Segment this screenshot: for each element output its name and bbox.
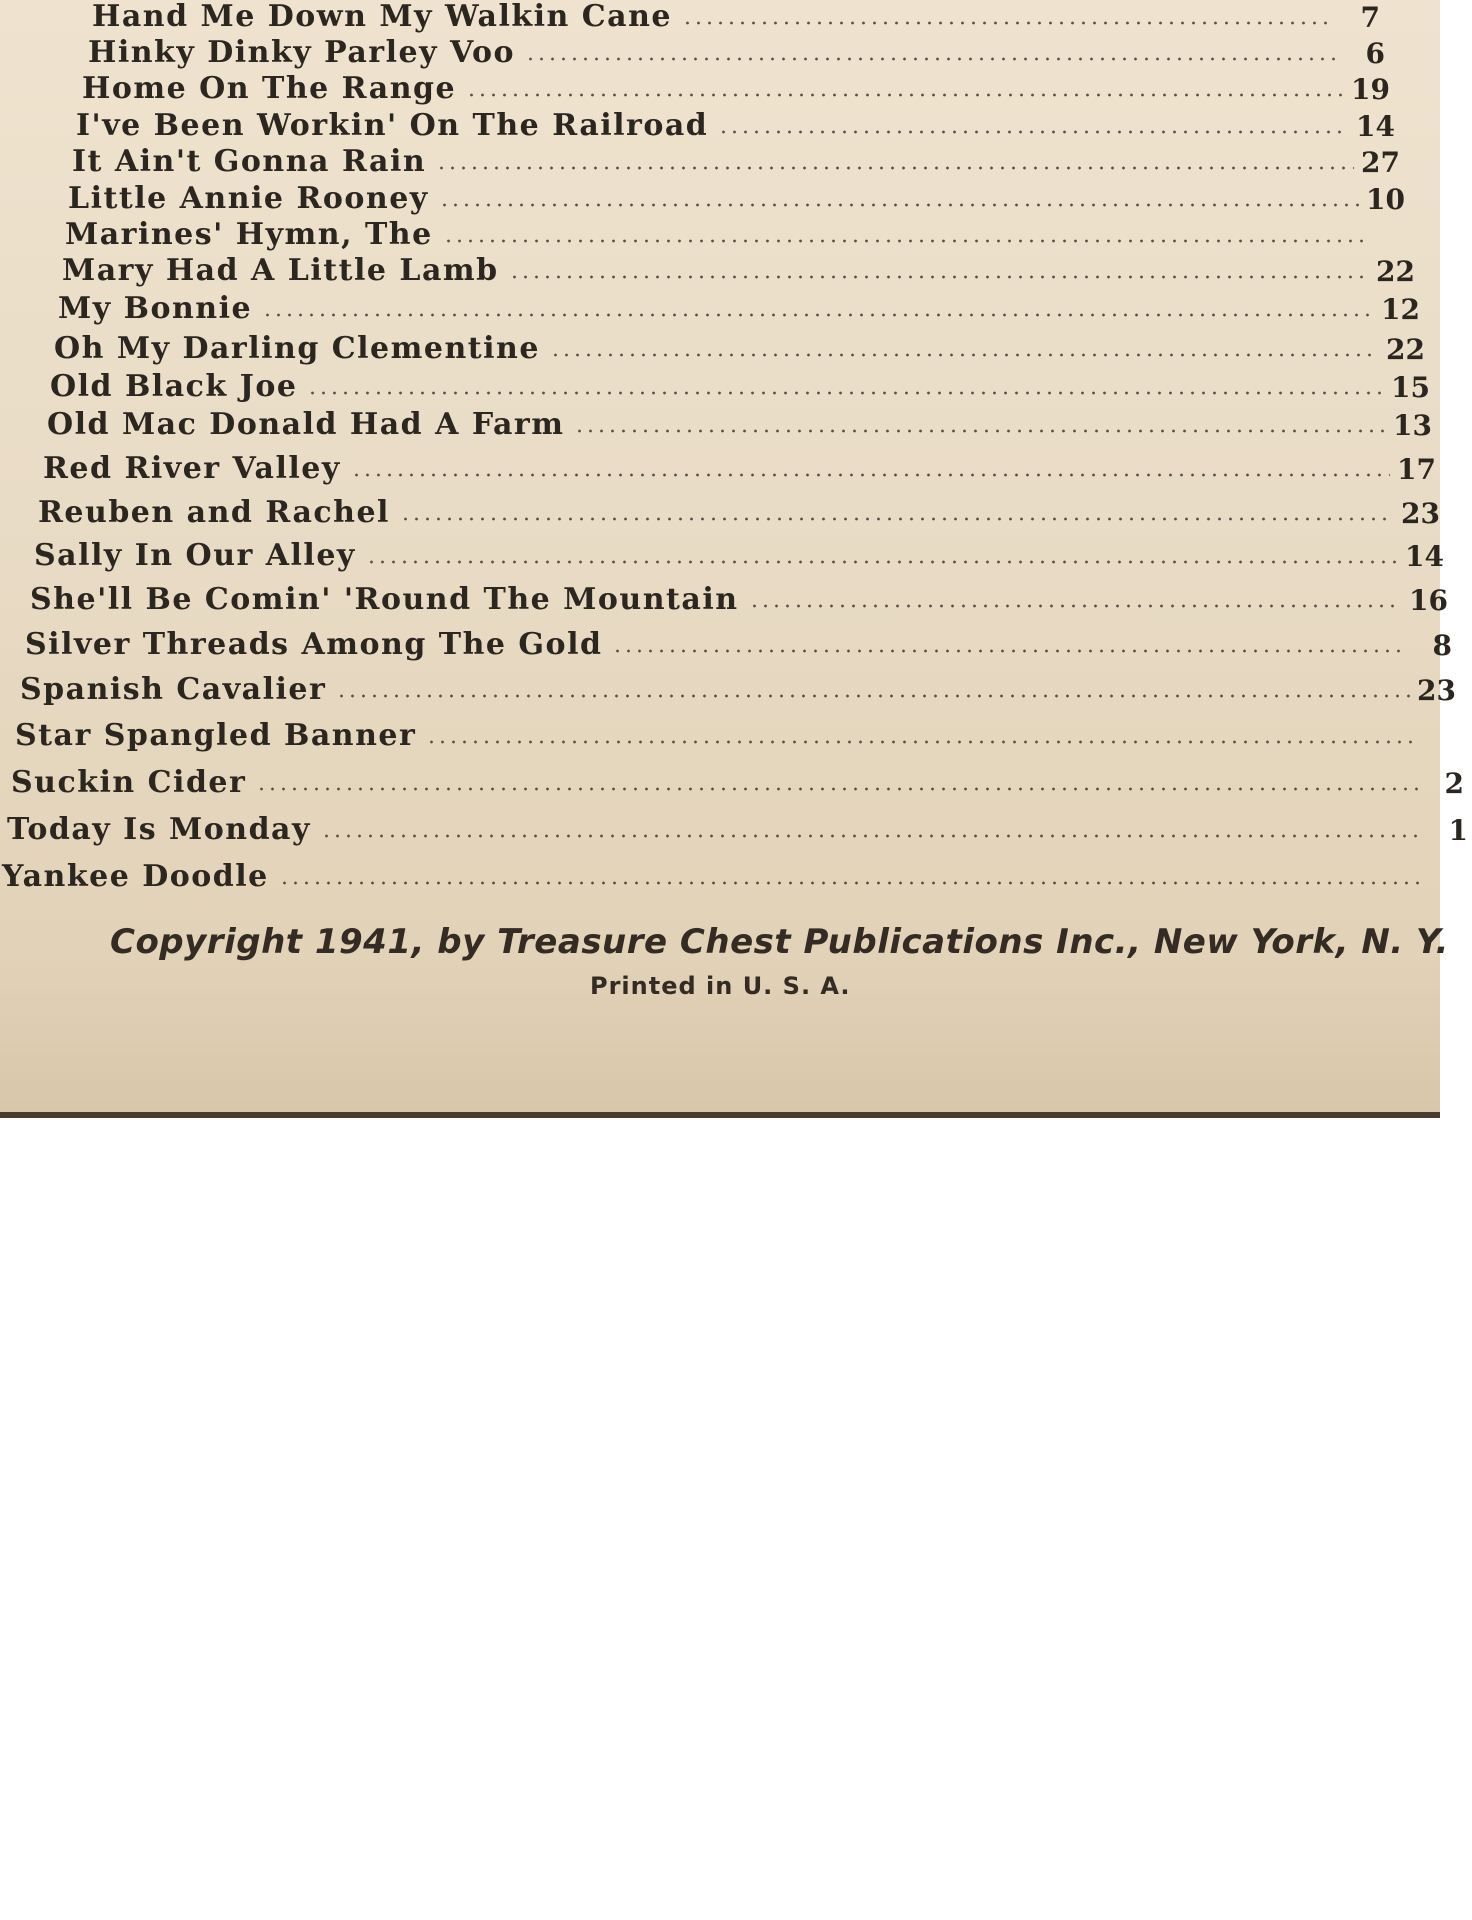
- toc-entry: [15, 713, 1460, 753]
- toc-entry-page-number: 22: [1376, 255, 1415, 288]
- toc-entry-page-number: 23: [1417, 674, 1456, 707]
- toc-entry: [38, 490, 1440, 530]
- toc-entry: [11, 760, 1464, 800]
- toc-entry: [43, 446, 1436, 486]
- toc-entry-page-number: 22: [1386, 333, 1425, 366]
- toc-entry-title: Oh My Darling Clementine: [54, 331, 540, 366]
- toc-leader-dots: [307, 390, 1384, 396]
- toc-entry-page-number: 17: [1397, 453, 1436, 486]
- toc-entry: [72, 139, 1400, 179]
- toc-entry: [7, 807, 1468, 847]
- toc-leader-dots: [426, 739, 1414, 745]
- toc-entry: [50, 364, 1430, 404]
- toc-entry-page-number: 1: [1448, 814, 1468, 847]
- toc-entry-title: Suckin Cider: [11, 765, 247, 800]
- toc-leader-dots: [436, 165, 1354, 171]
- toc-entry-page-number: 27: [1361, 146, 1400, 179]
- toc-entry: [30, 577, 1448, 617]
- toc-entry: [25, 622, 1452, 662]
- toc-entry-page-number: 2: [1444, 767, 1464, 800]
- toc-entry-title: Hinky Dinky Parley Voo: [88, 35, 515, 70]
- toc-leader-dots: [525, 56, 1339, 62]
- toc-entry-title: She'll Be Comin' 'Round The Mountain: [30, 582, 739, 617]
- toc-entry-page-number: 7: [1360, 1, 1380, 34]
- toc-entry-title: Marines' Hymn, The: [65, 217, 433, 252]
- toc-entry-page-number: 10: [1366, 183, 1405, 216]
- toc-entry: [92, 0, 1380, 34]
- toc-entry-page-number: 19: [1351, 73, 1390, 106]
- toc-entry: [47, 402, 1432, 442]
- toc-leader-dots: [366, 559, 1398, 565]
- toc-entry-title: Red River Valley: [43, 451, 341, 486]
- toc-entry-page-number: 13: [1393, 409, 1432, 442]
- toc-leader-dots: [262, 312, 1374, 318]
- toc-entry-page-number: 12: [1381, 293, 1420, 326]
- toc-leader-dots: [336, 693, 1410, 699]
- printed-in-notice: Printed in U. S. A.: [590, 972, 851, 1000]
- toc-entry: [54, 326, 1425, 366]
- toc-leader-dots: [321, 833, 1422, 839]
- toc-leader-dots: [256, 786, 1418, 792]
- toc-leader-dots: [550, 352, 1379, 358]
- toc-entry-title: It Ain't Gonna Rain: [72, 144, 427, 179]
- toc-leader-dots: [612, 648, 1406, 654]
- copyright-notice: Copyright 1941, by Treasure Chest Publications Inc., New York, N. Y.: [110, 922, 1449, 962]
- toc-entry: [68, 176, 1405, 216]
- toc-entry-title: My Bonnie: [58, 291, 253, 326]
- toc-entry-title: Star Spangled Banner: [15, 718, 417, 753]
- toc-entry-title: Old Mac Donald Had A Farm: [47, 407, 565, 442]
- toc-entry-title: Hand Me Down My Walkin Cane: [92, 0, 673, 34]
- toc-entry-title: Reuben and Rachel: [38, 495, 390, 530]
- toc-entry-page-number: 15: [1391, 371, 1430, 404]
- toc-entry-title: Spanish Cavalier: [20, 672, 327, 707]
- toc-entry-page-number: 23: [1401, 497, 1440, 530]
- toc-entry-page-number: 8: [1432, 629, 1452, 662]
- toc-leader-dots: [443, 238, 1364, 244]
- toc-entry: [20, 667, 1456, 707]
- toc-leader-dots: [682, 20, 1334, 26]
- toc-entry: [58, 286, 1420, 326]
- toc-leader-dots: [279, 880, 1426, 886]
- toc-leader-dots: [718, 129, 1349, 135]
- toc-entry-title: Home On The Range: [82, 71, 457, 106]
- toc-entry-page-number: 6: [1365, 37, 1385, 70]
- toc-entry: [76, 103, 1395, 143]
- toc-entry-title: Old Black Joe: [50, 369, 298, 404]
- toc-entry-title: I've Been Workin' On The Railroad: [76, 108, 709, 143]
- toc-leader-dots: [439, 202, 1359, 208]
- toc-entry-page-number: 14: [1405, 540, 1444, 573]
- toc-leader-dots: [400, 516, 1394, 522]
- toc-leader-dots: [749, 603, 1402, 609]
- toc-entry-page-number: 14: [1356, 110, 1395, 143]
- toc-leader-dots: [466, 92, 1344, 98]
- toc-entry: [34, 533, 1444, 573]
- toc-entry: [88, 30, 1385, 70]
- toc-entry: [82, 66, 1390, 106]
- toc-entry-title: Little Annie Rooney: [68, 181, 429, 216]
- toc-entry-title: Today Is Monday: [7, 812, 311, 847]
- toc-entry-title: Yankee Doodle: [2, 859, 269, 894]
- toc-entry: [2, 854, 1472, 894]
- toc-leader-dots: [351, 472, 1390, 478]
- toc-entry-page-number: 16: [1409, 584, 1448, 617]
- toc-entry: [65, 212, 1410, 252]
- toc-entry-title: Mary Had A Little Lamb: [62, 253, 499, 288]
- table-of-contents: [0, 0, 1468, 910]
- toc-leader-dots: [509, 274, 1369, 280]
- toc-entry: [62, 248, 1415, 288]
- toc-entry-title: Sally In Our Alley: [34, 538, 356, 573]
- toc-entry-title: Silver Threads Among The Gold: [25, 627, 603, 662]
- toc-leader-dots: [574, 428, 1386, 434]
